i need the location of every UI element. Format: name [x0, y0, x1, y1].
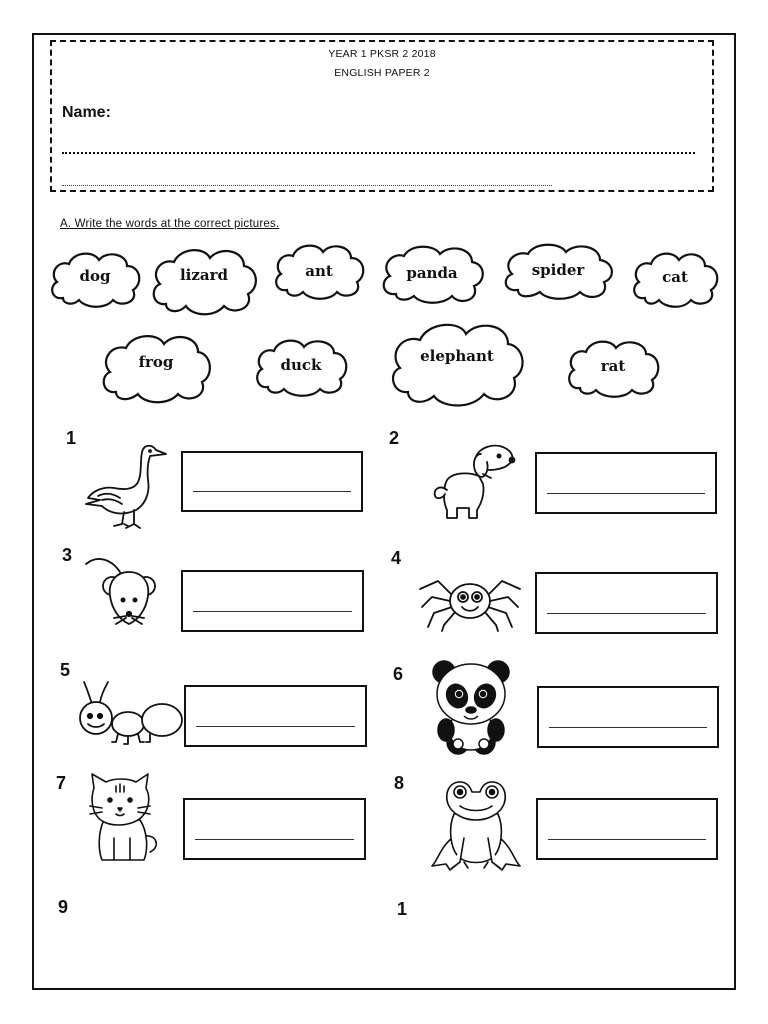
- word-dog: dog: [79, 267, 111, 285]
- name-dotted-line[interactable]: [62, 152, 695, 154]
- question-number-7: 7: [56, 773, 67, 793]
- mouse-icon: [82, 548, 168, 634]
- answer-box-3[interactable]: [181, 570, 364, 632]
- question-number-4: 4: [391, 548, 402, 568]
- answer-box-1[interactable]: [181, 451, 363, 512]
- answer-box-8[interactable]: [536, 798, 718, 860]
- answer-box-7[interactable]: [183, 798, 366, 860]
- word-ant: ant: [305, 262, 333, 280]
- frog-icon: [430, 778, 522, 874]
- cloud-rat: [564, 336, 662, 400]
- word-lizard: lizard: [179, 266, 229, 284]
- word-frog: frog: [138, 353, 174, 371]
- question-number-3: 3: [62, 545, 73, 565]
- cloud-ant: [271, 240, 367, 302]
- word-panda: panda: [406, 264, 458, 282]
- cloud-elephant: [386, 318, 528, 410]
- cloud-spider: [500, 240, 616, 302]
- header-box: [50, 40, 714, 192]
- answer-box-6[interactable]: [537, 686, 719, 748]
- cat-icon: [88, 772, 162, 864]
- question-number-8: 8: [394, 773, 405, 793]
- word-elephant: elephant: [420, 347, 494, 365]
- name-label: Name:: [62, 104, 111, 121]
- word-rat: rat: [600, 357, 626, 375]
- answer-box-5[interactable]: [184, 685, 367, 747]
- cloud-frog: [98, 330, 214, 406]
- question-number-10: 1: [397, 899, 408, 919]
- word-duck: duck: [280, 356, 322, 374]
- answer-box-4[interactable]: [535, 572, 718, 634]
- dog-icon: [423, 440, 519, 524]
- ant-icon: [76, 680, 186, 746]
- header-line-1: YEAR 1 PKSR 2 2018: [328, 48, 436, 60]
- cloud-lizard: [148, 244, 260, 318]
- cloud-panda: [378, 242, 486, 306]
- spider-icon: [418, 567, 522, 633]
- question-number-5: 5: [60, 660, 71, 680]
- cloud-duck: [252, 335, 350, 399]
- question-number-2: 2: [389, 428, 400, 448]
- word-cat: cat: [662, 268, 688, 286]
- instruction: A. Write the words at the correct pictures.: [60, 218, 280, 230]
- answer-box-2[interactable]: [535, 452, 717, 514]
- name-dotted-line-2[interactable]: [62, 185, 552, 186]
- cloud-cat: [629, 248, 721, 310]
- panda-icon: [430, 658, 512, 758]
- word-spider: spider: [531, 261, 585, 279]
- header-line-2: ENGLISH PAPER 2: [334, 67, 430, 79]
- question-number-1: 1: [66, 428, 77, 448]
- cloud-dog: [47, 248, 143, 310]
- goose-icon: [80, 440, 174, 530]
- question-number-9: 9: [58, 897, 69, 917]
- question-number-6: 6: [393, 664, 404, 684]
